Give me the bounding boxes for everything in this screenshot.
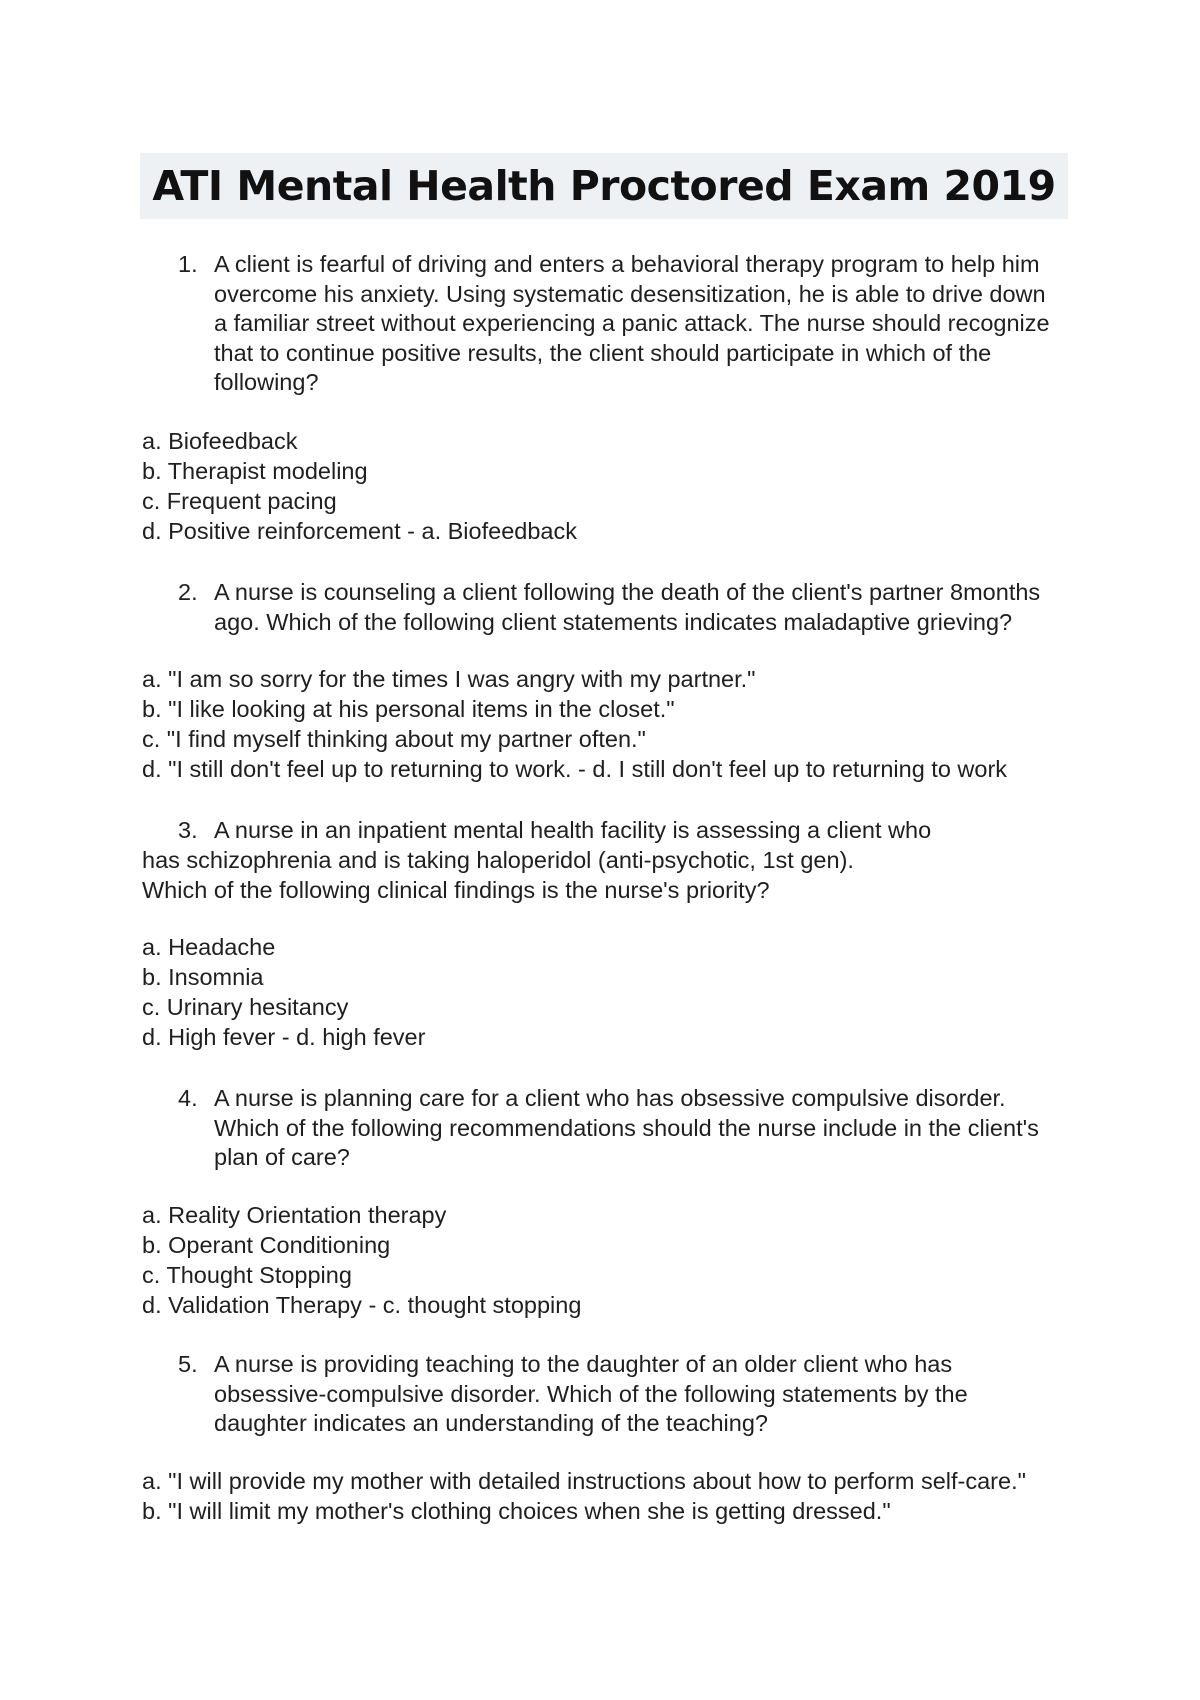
- question-line: overcome his anxiety. Using systematic desensitization, he is able to drive down: [214, 280, 1046, 307]
- question-3-continuation: [142, 846, 854, 905]
- question-4-options: [142, 1200, 581, 1320]
- answer-option: b. Insomnia: [142, 964, 264, 990]
- question-1-options: [142, 426, 577, 546]
- question-line: A nurse is planning care for a client who has obsessive compulsive disorder.: [214, 1085, 1006, 1111]
- answer-option: c. Thought Stopping: [142, 1262, 352, 1288]
- question-line: has schizophrenia and is taking haloperidol (anti-psychotic, 1st gen).: [142, 847, 854, 873]
- question-3-options: [142, 932, 425, 1052]
- answer-option: a. "I am so sorry for the times I was angry with my partner.": [142, 666, 756, 692]
- question-number: 4.: [178, 1085, 198, 1111]
- answer-option: c. Frequent pacing: [142, 488, 337, 514]
- question-line: obsessive-compulsive disorder. Which of the following statements by the: [214, 1380, 968, 1407]
- answer-option: a. Biofeedback: [142, 428, 298, 454]
- question-number: 2.: [178, 579, 198, 605]
- answer-option: d. "I still don't feel up to returning to work. - d. I still don't feel up to returning to work: [142, 756, 1008, 782]
- question-text: [214, 578, 1064, 637]
- answer-option: b. "I will limit my mother's clothing choices when she is getting dressed.": [142, 1498, 891, 1524]
- question-line: following?: [214, 369, 319, 395]
- question-number: 3.: [178, 817, 198, 843]
- question-line: A nurse is providing teaching to the daughter of an older client who has: [214, 1351, 953, 1377]
- answer-option: d. Positive reinforcement - a. Biofeedback: [142, 518, 577, 544]
- question-line: A nurse in an inpatient mental health facility is assessing a client who: [214, 817, 932, 843]
- question-number: 1.: [178, 251, 198, 277]
- question-line: A nurse is counseling a client following the death of the client's partner 8months: [214, 579, 1041, 605]
- answer-option: b. "I like looking at his personal items in the closet.": [142, 696, 675, 722]
- question-line: Which of the following recommendations should the nurse include in the client's: [214, 1114, 1039, 1141]
- question-line: plan of care?: [214, 1144, 350, 1170]
- answer-option: a. Headache: [142, 934, 276, 960]
- question-line: a familiar street without experiencing a panic attack. The nurse should recognize: [214, 310, 1050, 336]
- page-title: ATI Mental Health Proctored Exam 2019: [152, 162, 1056, 210]
- answer-option: c. "I find myself thinking about my partner often.": [142, 726, 646, 752]
- question-text: [214, 250, 1064, 398]
- question-number: 5.: [178, 1351, 198, 1377]
- question-5-options: [142, 1466, 1026, 1526]
- answer-option: d. High fever - d. high fever: [142, 1024, 426, 1050]
- question-text: [214, 1350, 1064, 1439]
- answer-option: a. Reality Orientation therapy: [142, 1202, 447, 1228]
- question-text: [214, 1084, 1064, 1173]
- question-text: [214, 816, 1064, 846]
- question-2-options: [142, 664, 1007, 784]
- answer-option: d. Validation Therapy - c. thought stopping: [142, 1292, 582, 1318]
- question-line: ago. Which of the following client statements indicates maladaptive grieving?: [214, 608, 1013, 635]
- answer-option: c. Urinary hesitancy: [142, 994, 349, 1020]
- answer-option: b. Operant Conditioning: [142, 1232, 391, 1258]
- question-line: daughter indicates an understanding of the teaching?: [214, 1410, 768, 1436]
- answer-option: a. "I will provide my mother with detailed instructions about how to perform self-care.": [142, 1468, 1026, 1494]
- answer-option: b. Therapist modeling: [142, 458, 368, 484]
- question-line: that to continue positive results, the client should participate in which of the: [214, 339, 992, 366]
- question-line: A client is fearful of driving and enters a behavioral therapy program to help him: [214, 251, 1040, 277]
- question-line: Which of the following clinical findings is the nurse's priority?: [142, 876, 770, 903]
